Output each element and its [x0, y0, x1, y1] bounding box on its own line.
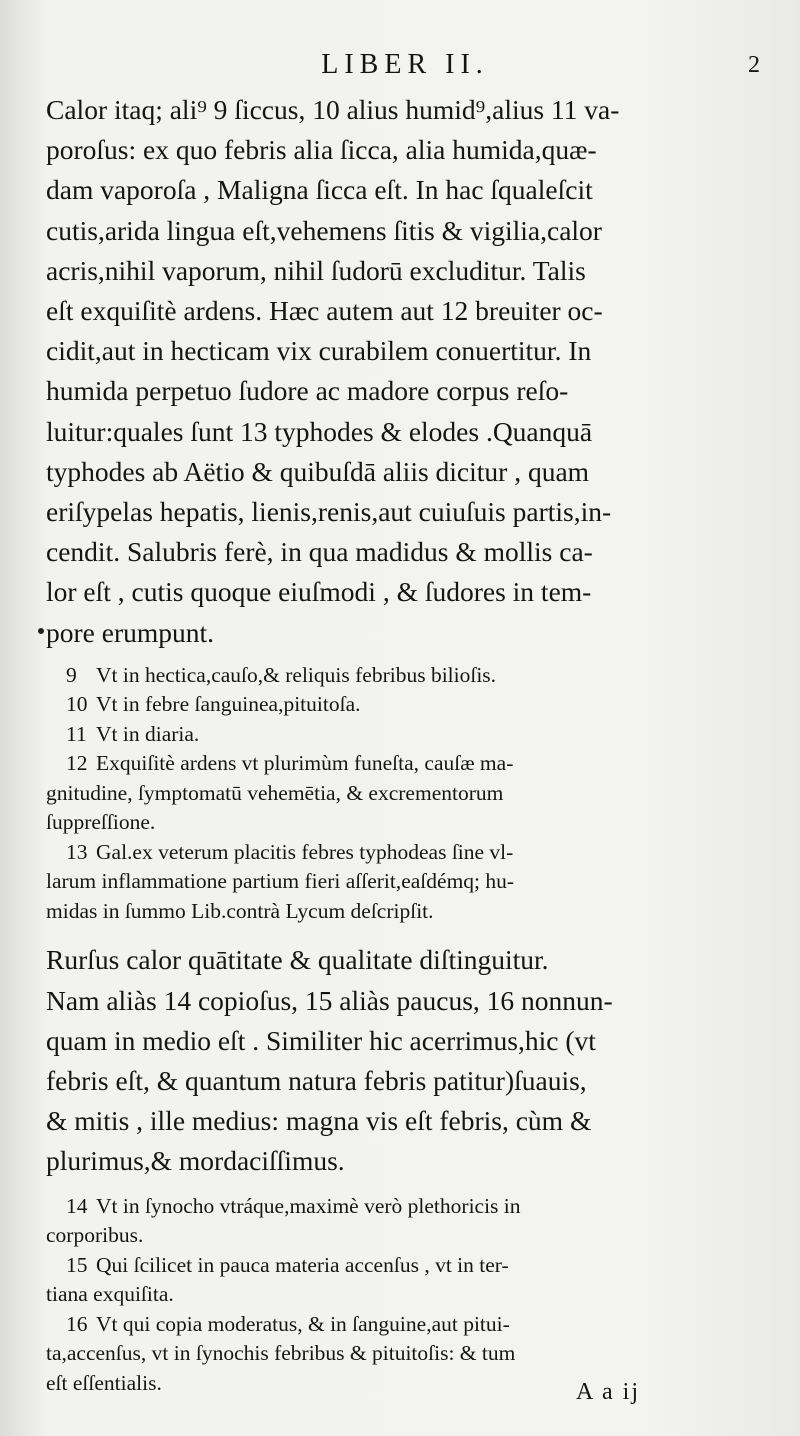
note-16 — [46, 1310, 764, 1399]
marginal-notes-2 — [46, 1192, 764, 1399]
note-15 — [46, 1251, 764, 1310]
text-line: luitur:quales ſunt 13 typhodes & elodes .Quanquā — [46, 415, 593, 447]
text-line: Nam aliàs 14 copioſus, 15 aliàs paucus, 16 nonnun- — [46, 984, 613, 1016]
text-line: humida perpetuo ſudore ac madore corpus reſo- — [46, 375, 569, 407]
text-line: lor eſt , cutis quoque eiuſmodi , & ſudores in tem- — [46, 576, 592, 608]
text-line: eriſypelas hepatis, lienis,renis,aut cuiuſuis partis,in- — [46, 496, 612, 528]
note-number: 11 — [66, 721, 87, 746]
note-12 — [46, 749, 764, 838]
text-line: cendit. Salubris ferè, in qua madidus & mollis ca- — [46, 536, 593, 568]
note-10 — [46, 690, 764, 720]
note-text: gnitudine, ſymptomatū vehemētia, & excrementorum — [46, 780, 504, 805]
note-text: Vt in hectica,cauſo,& reliquis febribus bilioſis. — [96, 662, 497, 687]
note-text: Vt in ſynocho vtráque,maximè verò plethoricis in — [96, 1193, 521, 1218]
text-line: typhodes ab Aëtio & quibuſdā aliis dicitur , quam — [46, 455, 590, 487]
signature-mark: A a ij — [576, 1379, 640, 1405]
text-line: febris eſt, & quantum natura febris patitur)ſuauis, — [46, 1064, 587, 1096]
note-number: 9 — [66, 662, 77, 687]
text-line: & mitis , ille medius: magna vis eſt febris, cùm & — [46, 1105, 592, 1137]
note-9 — [46, 661, 764, 691]
text-line: poroſus: ex quo febris alia ſicca, alia humida,quæ- — [46, 134, 597, 166]
text-line: Calor itaq; ali⁹ 9 ſiccus, 10 alius humid⁹,alius 11 va- — [46, 94, 620, 125]
note-text: Gal.ex veterum placitis febres typhodeas ſine vl- — [96, 839, 514, 864]
paragraph-2 — [46, 940, 764, 1181]
text-line: acris,nihil vaporum, nihil ſudorū excluditur. Talis — [46, 254, 586, 286]
note-14 — [46, 1192, 764, 1251]
note-text: Vt qui copia moderatus, & in ſanguine,aut pitui- — [96, 1311, 510, 1336]
note-text: corporibus. — [46, 1223, 144, 1248]
note-text: ſuppreſſione. — [46, 810, 156, 835]
note-13 — [46, 838, 764, 927]
ink-dot-ornament — [38, 628, 44, 634]
note-number: 15 — [66, 1252, 88, 1277]
note-text: tiana exquiſita. — [46, 1282, 174, 1307]
note-text: eſt eſſentialis. — [46, 1370, 162, 1395]
text-line: eſt exquiſitè ardens. Hæc autem aut 12 breuiter oc- — [46, 295, 603, 327]
note-text: Exquiſitè ardens vt plurimùm funeſta, cauſæ ma- — [96, 751, 514, 776]
text-line: plurimus,& mordaciſſimus. — [46, 1145, 345, 1177]
text-line: pore erumpunt. — [46, 616, 215, 648]
paragraph-1 — [46, 90, 764, 653]
note-text: midas in ſummo Lib.contrà Lycum deſcripſit. — [46, 898, 434, 923]
note-number: 14 — [66, 1193, 88, 1218]
running-title: LIBER II. — [321, 49, 489, 80]
text-line: cutis,arida lingua eſt,vehemens ſitis & vigilia,calor — [46, 214, 602, 246]
note-text: larum inflammatione partium fieri aſſerit,eaſdémq; hu- — [46, 869, 515, 894]
text-line: quam in medio eſt . Similiter hic acerrimus,hic (vt — [46, 1024, 596, 1056]
note-text: Vt in diaria. — [96, 721, 200, 746]
note-text: Vt in febre ſanguinea,pituitoſa. — [96, 692, 361, 717]
marginal-notes-1 — [46, 661, 764, 927]
note-number: 12 — [66, 751, 88, 776]
note-number: 10 — [66, 692, 88, 717]
note-text: Qui ſcilicet in pauca materia accenſus , vt in ter- — [96, 1252, 509, 1277]
note-text: ta,accenſus, vt in ſynochis febribus & pituitoſis: & tum — [46, 1341, 516, 1366]
text-line: dam vaporoſa , Maligna ſicca eſt. In hac ſqualeſcit — [46, 174, 593, 206]
text-line: cidit,aut in hecticam vix curabilem conuertitur. In — [46, 335, 592, 367]
page-number: 2 — [748, 52, 760, 78]
note-number: 13 — [66, 839, 88, 864]
note-11 — [46, 720, 764, 750]
note-number: 16 — [66, 1311, 88, 1336]
text-line: Rurſus calor quātitate & qualitate diſtinguitur. — [46, 944, 549, 976]
running-head — [46, 40, 764, 90]
